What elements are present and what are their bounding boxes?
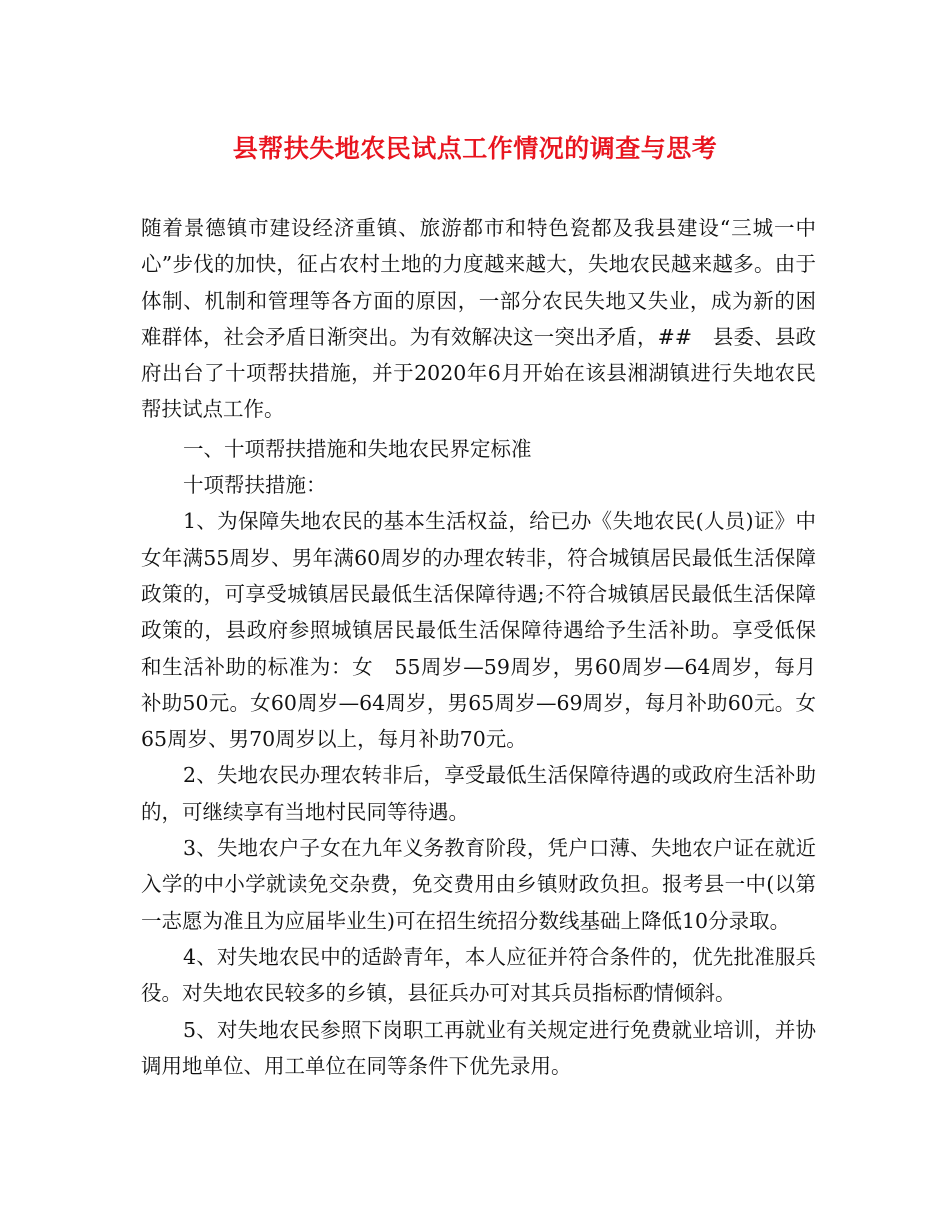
page-title: 县帮扶失地农民试点工作情况的调查与思考 <box>232 134 718 163</box>
paragraph-measure-1: 1、为保障失地农民的基本生活权益，给已办《失地农民(人员)证》中女年满55周岁、男年满60周岁的办理农转非，符合城镇居民最低生活保障政策的，可享受城镇居民最低生活保障待遇;不符合城镇居民最低生活保障政策的，县政府参照城镇居民最低生活保障待遇给予生活补助。享受低保和生活补助的标准为：女 55周岁—59周岁，男60周岁—64周岁，每月补助50元。女60周岁—64周岁，男65周岁—69周岁，每月补助60元。女65周岁、男70周岁以上，每月补助70元。 <box>141 509 816 752</box>
paragraph-measure-4: 4、对失地农民中的适龄青年，本人应征并符合条件的，优先批准服兵役。对失地农民较多的乡镇，县征兵办可对其兵员指标酌情倾斜。 <box>141 944 816 1006</box>
paragraph-measure-2: 2、失地农民办理农转非后，享受最低生活保障待遇的或政府生活补助的，可继续享有当地村民同等待遇。 <box>141 763 816 824</box>
measures-heading: 十项帮扶措施： <box>183 473 327 498</box>
section-heading-1: 一、十项帮扶措施和失地农民界定标准 <box>183 436 532 461</box>
document-body <box>141 210 816 1084</box>
paragraph-intro: 随着景德镇市建设经济重镇、旅游都市和特色瓷都及我县建设“三城一中心”步伐的加快，征占农村土地的力度越来越大，失地农民越来越多。由于体制、机制和管理等各方面的原因，一部分农民失地又失业，成为新的困难群体，社会矛盾日渐突出。为有效解决这一突出矛盾，## 县委、县政府出台了十项帮扶措施，并于2020年6月开始在该县湘湖镇进行失地农民帮扶试点工作。 <box>141 216 816 422</box>
paragraph-measure-5: 5、对失地农民参照下岗职工再就业有关规定进行免费就业培训，并协调用地单位、用工单位在同等条件下优先录用。 <box>141 1017 816 1078</box>
paragraph-measure-3: 3、失地农户子女在九年义务教育阶段，凭户口薄、失地农户证在就近入学的中小学就读免交杂费，免交费用由乡镇财政负担。报考县一中(以第一志愿为准且为应届毕业生)可在招生统招分数线基础上降低10分录取。 <box>141 836 816 933</box>
